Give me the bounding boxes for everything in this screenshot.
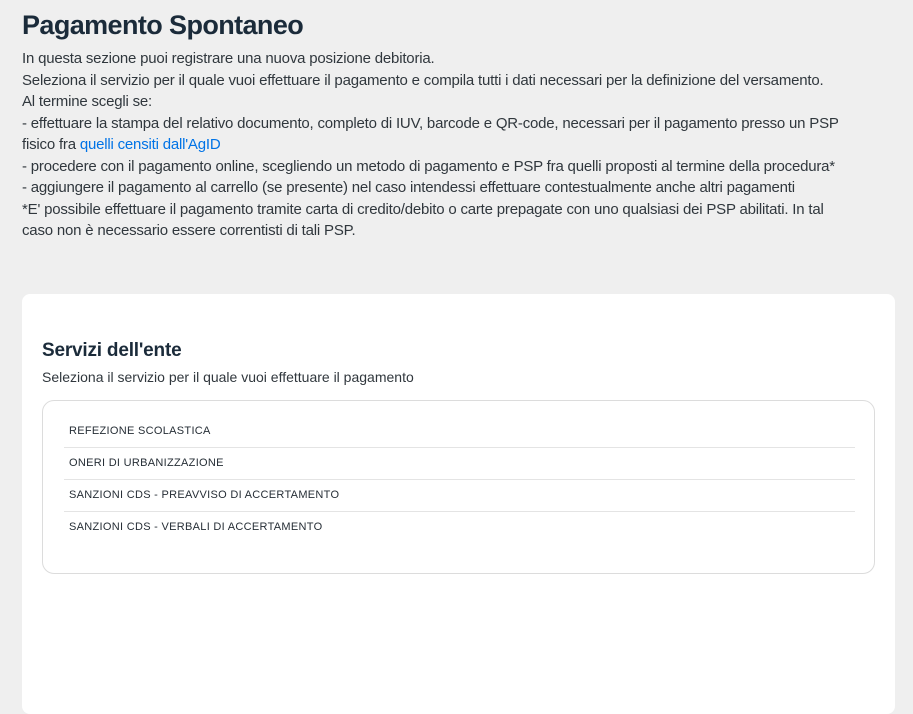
agid-link[interactable]: quelli censiti dall'AgID [79,136,221,153]
page-title: Pagamento Spontaneo [22,10,304,40]
service-item-oneri-di-urbanizzazione[interactable] [43,448,874,479]
intro-line-6: - procedere con il pagamento online, scegliendo un metodo di pagamento e PSP fra quelli proposti al termine della procedura* [22,157,835,175]
pagamento-spontaneo-page [0,8,913,714]
service-item-label: ONERI DI URBANIZZAZIONE [69,457,224,469]
intro-line-7: - aggiungere il pagamento al carrello (se presente) nel caso intendessi effettuare contestualmente anche altri pagamenti [22,179,795,196]
service-item-sanzioni-cds-verbali[interactable] [43,512,874,543]
service-item-label: REFEZIONE SCOLASTICA [69,425,211,437]
intro-paragraph [22,48,895,242]
intro-line-2: Seleziona il servizio per il quale vuoi effettuare il pagamento e compila tutti i dati necessari per la definizione del versamento. [22,71,824,89]
intro-line-1: In questa sezione puoi registrare una nuova posizione debitoria. [22,50,435,67]
service-item-refezione-scolastica[interactable] [43,416,874,447]
intro-line-4: - effettuare la stampa del relativo documento, completo di IUV, barcode e QR-code, necessari per il pagamento presso un PSP [22,114,839,132]
intro-line-3: Al termine scegli se: [22,93,153,110]
service-list [42,400,875,574]
service-item-sanzioni-cds-preavviso[interactable] [43,480,874,511]
services-card [22,294,895,714]
services-subheading: Seleziona il servizio per il quale vuoi effettuare il pagamento [42,368,414,385]
intro-line-9: caso non è necessario essere correntisti di tali PSP. [22,222,356,239]
intro-line-8: *E' possibile effettuare il pagamento tramite carta di credito/debito o carte prepagate con uno qualsiasi dei PSP abilitati. In tal [22,200,824,218]
service-item-label: SANZIONI CDS - VERBALI DI ACCERTAMENTO [69,521,323,533]
services-heading: Servizi dell'ente [42,339,182,361]
service-item-label: SANZIONI CDS - PREAVVISO DI ACCERTAMENTO [69,489,340,501]
intro-line-5 [22,134,895,156]
intro-line-5-prefix: fisico fra [22,136,80,153]
